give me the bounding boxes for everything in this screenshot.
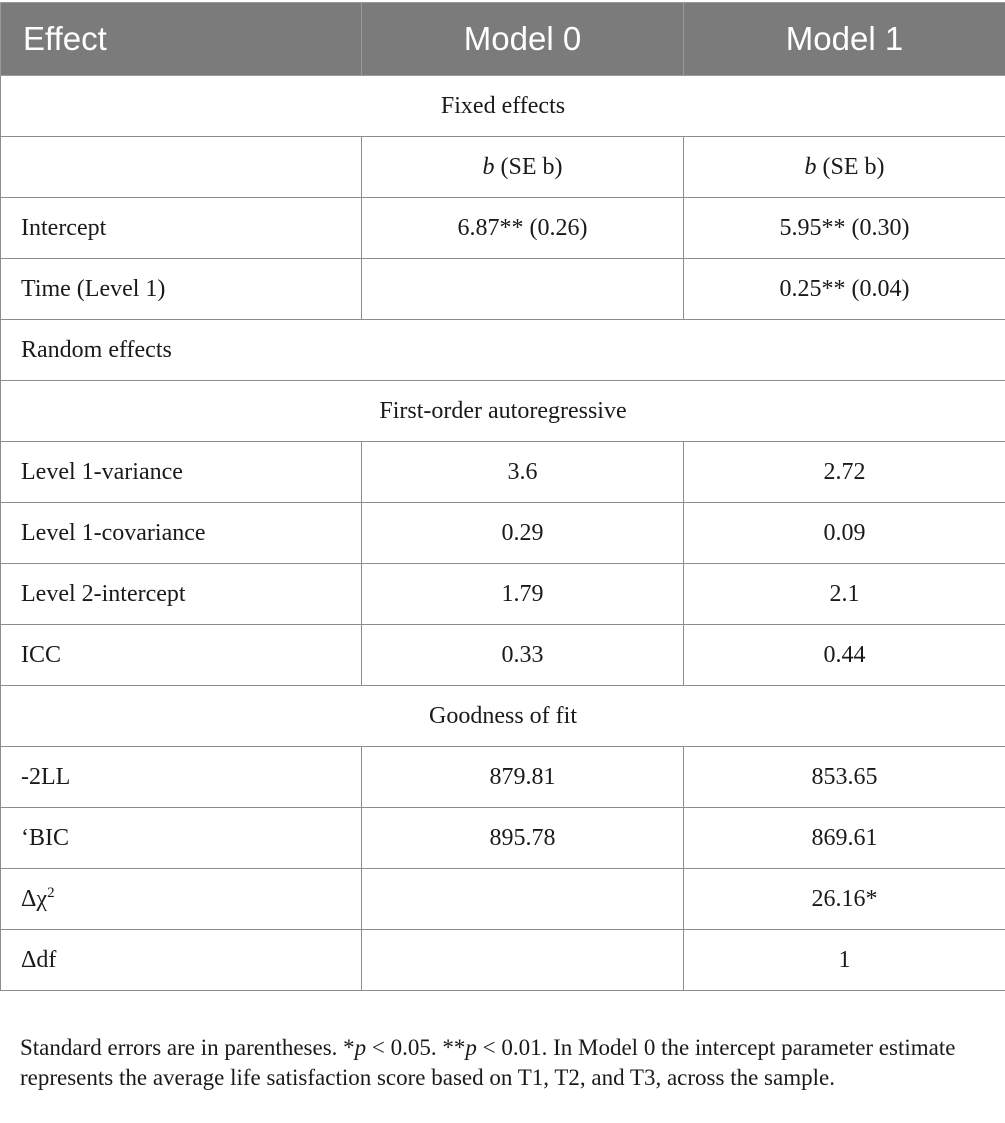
section-row-autoregressive [1, 381, 1005, 442]
model-0-value: 1.79 [362, 564, 684, 625]
coef-se-label: (SE b) [494, 153, 563, 180]
footnote-text: Standard errors are in parentheses. * [20, 1035, 355, 1060]
row-label: -2LL [1, 747, 362, 808]
row-label: Δdf [1, 930, 362, 991]
header-model-1: Model 1 [684, 3, 1005, 76]
table-row [1, 747, 1005, 808]
model-0-value: 895.78 [362, 808, 684, 869]
header-model-0: Model 0 [362, 3, 684, 76]
section-label: Random effects [1, 320, 1005, 381]
model-0-value [362, 930, 684, 991]
section-row-goodness-of-fit [1, 686, 1005, 747]
model-0-value: 3.6 [362, 442, 684, 503]
model-1-value: 2.1 [684, 564, 1005, 625]
coef-header-row [1, 137, 1005, 198]
table-row [1, 442, 1005, 503]
model-0-value: 879.81 [362, 747, 684, 808]
model-0-value: 6.87** (0.26) [362, 198, 684, 259]
footnote-text: < 0.05. ** [366, 1035, 466, 1060]
row-label: Intercept [1, 198, 362, 259]
table-row [1, 564, 1005, 625]
model-0-value [362, 869, 684, 930]
model-1-value: 1 [684, 930, 1005, 991]
table-row [1, 625, 1005, 686]
model-1-value: 2.72 [684, 442, 1005, 503]
footnote-text: < 0.01. In Model 0 the intercept parameter estimate represents the average life satisfaction score based on T1, T2, and T3, across the sample. [20, 1035, 956, 1090]
row-label: Level 1-covariance [1, 503, 362, 564]
model-0-value [362, 259, 684, 320]
coef-header-model-0 [362, 137, 684, 198]
table-header-row [1, 3, 1005, 76]
model-1-value: 869.61 [684, 808, 1005, 869]
row-label: ‘BIC [1, 808, 362, 869]
row-label: Level 1-variance [1, 442, 362, 503]
results-table [0, 2, 1005, 991]
model-0-value: 0.29 [362, 503, 684, 564]
coef-header-model-1 [684, 137, 1005, 198]
table-row [1, 198, 1005, 259]
model-1-value: 0.09 [684, 503, 1005, 564]
section-label: First-order autoregressive [1, 381, 1005, 442]
table-row [1, 808, 1005, 869]
footnote-p-symbol: p [465, 1035, 477, 1060]
model-1-value: 5.95** (0.30) [684, 198, 1005, 259]
table-row [1, 259, 1005, 320]
coef-se-label: (SE b) [816, 153, 885, 180]
model-1-value: 0.25** (0.04) [684, 259, 1005, 320]
coef-symbol: b [482, 153, 495, 180]
model-1-value: 0.44 [684, 625, 1005, 686]
section-label: Fixed effects [1, 76, 1005, 137]
row-label: ICC [1, 625, 362, 686]
header-effect: Effect [1, 3, 362, 76]
empty-cell [1, 137, 362, 198]
table-row [1, 869, 1005, 930]
delta-chi-label: Δχ [21, 885, 48, 912]
superscript-2: 2 [47, 884, 55, 901]
section-label: Goodness of fit [1, 686, 1005, 747]
coef-symbol: b [804, 153, 817, 180]
model-1-value: 853.65 [684, 747, 1005, 808]
table-row [1, 503, 1005, 564]
table-footnote [20, 1033, 995, 1093]
section-row-random-effects [1, 320, 1005, 381]
row-label [1, 869, 362, 930]
section-row-fixed-effects [1, 76, 1005, 137]
row-label: Time (Level 1) [1, 259, 362, 320]
table-row [1, 930, 1005, 991]
footnote-p-symbol: p [354, 1035, 367, 1060]
model-0-value: 0.33 [362, 625, 684, 686]
model-1-value: 26.16* [684, 869, 1005, 930]
row-label: Level 2-intercept [1, 564, 362, 625]
